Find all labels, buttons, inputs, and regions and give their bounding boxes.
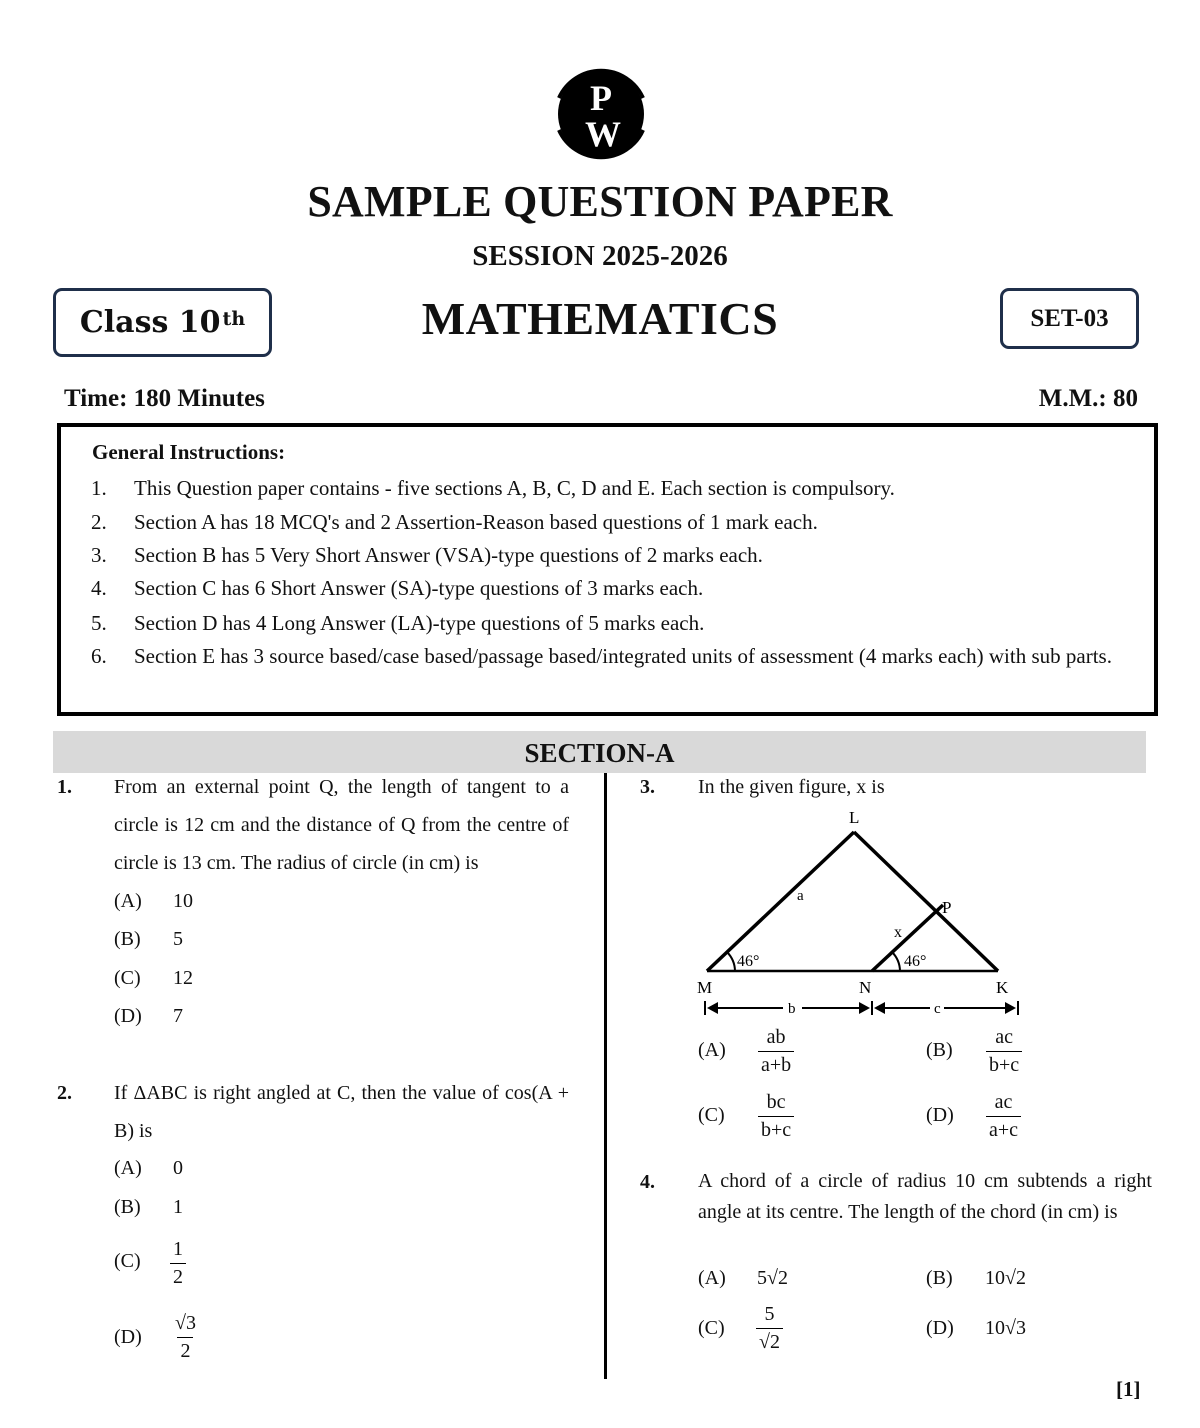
fraction [172,1310,199,1365]
pw-logo [545,58,657,170]
option-value: 5√2 [757,1267,788,1289]
option-label: (A) [698,1267,726,1289]
numerator: ab [766,1026,786,1048]
fraction [758,1024,794,1079]
option-label: (D) [114,1326,142,1348]
svg-text:W: W [585,114,621,154]
side-LK [854,832,998,971]
paper-title: SAMPLE QUESTION PAPER [307,177,893,226]
denominator: b+c [758,1116,794,1144]
option-value: 0 [173,1157,183,1179]
general-instructions-box [57,423,1158,716]
option-value: 5 [173,928,183,950]
angle-arc-M [727,952,735,971]
instruction-text: Section A has 18 MCQ's and 2 Assertion-Reason based questions of 1 mark each. [134,510,818,534]
question-number: 3. [640,776,655,798]
svg-text:P: P [590,78,612,118]
option-label: (D) [926,1104,954,1126]
option-value: 10√3 [985,1317,1026,1339]
vertex-label-L: L [849,808,860,827]
option-label: (D) [114,1005,142,1027]
side-label-a: a [797,888,804,904]
question-text: If ΔABC is right angled at C, then the value of cos(A + B) is [114,1082,569,1142]
option-label: (A) [698,1039,726,1061]
dim-label-b: b [788,1001,796,1017]
instruction-number: 3. [91,543,107,567]
fraction [758,1089,794,1144]
vertex-label-M: M [697,978,713,997]
instruction-text: This Question paper contains - five sections A, B, C, D and E. Each section is compulsory. [134,476,895,500]
numerator: bc [766,1091,786,1113]
option-label: (B) [926,1039,953,1061]
question-number: 4. [640,1171,655,1193]
numerator: √3 [175,1312,196,1334]
option-label: (B) [114,1196,141,1218]
max-marks-label: M.M.: 80 [1038,385,1138,412]
instruction-number: 5. [91,611,107,635]
angle-label-N: 46° [904,953,927,970]
option-value: 1 [173,1196,183,1218]
option-label: (B) [114,928,141,950]
denominator: 2 [170,1263,186,1291]
fraction [986,1024,1022,1079]
angle-arc-N [892,952,900,971]
time-label: Time: 180 Minutes [64,385,265,412]
fraction [986,1089,1021,1144]
side-label-x: x [894,924,902,941]
fraction [170,1236,186,1291]
option-value: 10√2 [985,1267,1026,1289]
fraction [756,1301,783,1356]
denominator: √2 [756,1328,783,1356]
page-number: [1] [1116,1377,1141,1401]
vertex-label-N: N [859,978,872,997]
instruction-text: Section D has 4 Long Answer (LA)-type questions of 5 marks each. [134,611,705,635]
option-label: (C) [698,1104,725,1126]
instruction-number: 4. [91,576,107,600]
denominator: a+b [758,1051,794,1079]
option-label: (A) [114,890,142,912]
section-heading: SECTION-A [53,731,1146,773]
column-divider [604,773,607,1379]
set-badge: SET-03 [1000,288,1139,349]
numerator: 5 [764,1303,775,1325]
numerator: ac [994,1091,1013,1113]
instructions-heading: General Instructions: [92,440,286,464]
side-LM [707,832,854,971]
instruction-number: 1. [91,476,107,500]
dim-label-c: c [934,1001,941,1017]
subject-title: MATHEMATICS [421,293,779,344]
option-label: (A) [114,1157,142,1179]
class-badge [53,288,272,357]
triangle-figure [690,805,1030,1020]
numerator: 1 [173,1238,183,1260]
numerator: ac [995,1026,1013,1048]
option-label: (B) [926,1267,953,1289]
angle-label-M: 46° [737,953,760,970]
vertex-label-K: K [996,978,1009,997]
instruction-text: Section E has 3 source based/case based/passage based/integrated units of assessment (4 marks each) with sub parts. [134,644,1112,668]
option-value: 10 [173,890,193,912]
question-text: In the given figure, x is [698,776,885,798]
class-sup: th [222,307,246,330]
instruction-text: Section C has 6 Short Answer (SA)-type questions of 3 marks each. [134,576,704,600]
denominator: b+c [986,1051,1022,1079]
question-number: 1. [57,776,72,798]
question-text: A chord of a circle of radius 10 cm subtends a right angle at its centre. The length of the chord (in cm) is [698,1170,1152,1223]
instruction-number: 2. [91,510,107,534]
question-text: From an external point Q, the length of tangent to a circle is 12 cm and the distance of Q from the centre of circle is 13 cm. The radius of circle (in cm) is [114,776,569,874]
option-label: (C) [698,1317,725,1339]
vertex-label-P: P [942,898,952,917]
option-value: 12 [173,967,193,989]
option-value: 7 [173,1005,183,1027]
instruction-text: Section B has 5 Very Short Answer (VSA)-type questions of 2 marks each. [134,543,763,567]
question-number: 2. [57,1082,72,1104]
denominator: a+c [986,1116,1021,1144]
instruction-number: 6. [91,644,107,668]
option-label: (D) [926,1317,954,1339]
option-label: (C) [114,1250,141,1272]
option-label: (C) [114,967,141,989]
session-label: SESSION 2025-2026 [472,240,728,272]
class-label: Class 10 [79,305,221,340]
denominator: 2 [177,1337,193,1365]
